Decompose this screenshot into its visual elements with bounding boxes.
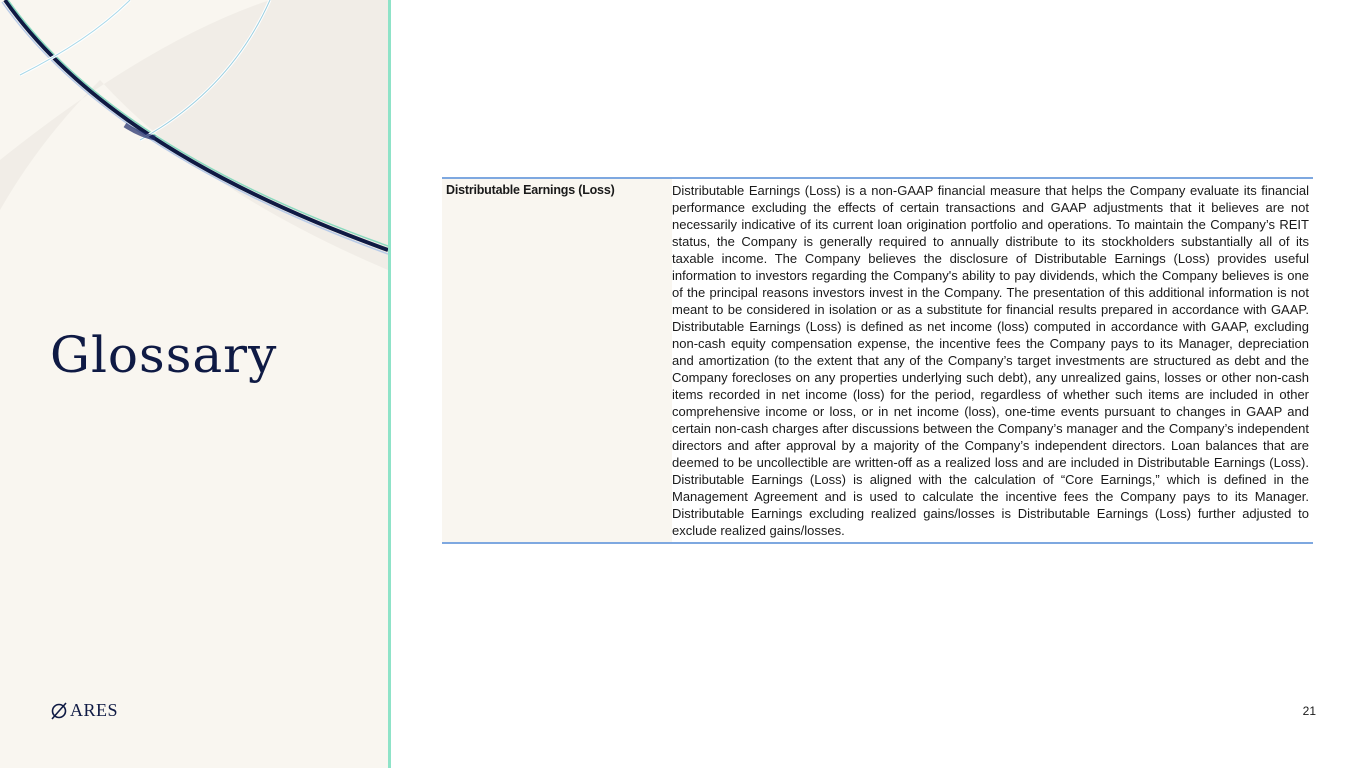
ares-logo-mark-icon xyxy=(50,702,68,720)
panel-divider xyxy=(388,0,391,768)
decorative-arcs xyxy=(0,0,388,300)
glossary-term: Distributable Earnings (Loss) xyxy=(442,179,672,542)
glossary-definition: Distributable Earnings (Loss) is a non-GAAP financial measure that helps the Company evaluate its financial performance excluding the effects of certain transactions and GAAP adjustments that it believes are not necessarily indicative of its current loan origination portfolio and operations. To maintain the Company’s REIT status, the Company is generally required to annually distribute to its stockholders substantially all of its taxable income. The Company believes the disclosure of Distributable Earnings (Loss) provides useful information to investors regarding the Company's ability to pay dividends, which the Company believes is one of the principal reasons investors invest in the Company. The presentation of this additional information is not meant to be considered in isolation or as a substitute for financial results prepared in accordance with GAAP. Distributable Earnings (Loss) is defined as net income (loss) computed in accordance with GAAP, excluding non-cash equity compensation expense, the incentive fees the Company pays to its Manager, depreciation and amortization (to the extent that any of the Company’s target investments are structured as debt and the Company forecloses on any properties underlying such debt), any unrealized gains, losses or other non-cash items recorded in net income (loss) for the period, regardless of whether such items are included in other comprehensive income or loss, or in net income (loss), one-time events pursuant to changes in GAAP and certain non-cash charges after discussions between the Company’s manager and the Company’s independent directors and after approval by a majority of the Company’s independent directors. Loan balances that are deemed to be uncollectible are written-off as a realized loss and are included in Distributable Earnings (Loss). Distributable Earnings (Loss) is aligned with the calculation of “Core Earnings,” which is defined in the Management Agreement and is used to calculate the incentive fees the Company pays to its Manager. Distributable Earnings excluding realized gains/losses is Distributable Earnings (Loss) further adjusted to exclude realized gains/losses. xyxy=(672,183,1309,538)
glossary-table xyxy=(442,177,1313,544)
page-title: Glossary xyxy=(50,326,278,384)
ares-logo-text: ARES xyxy=(70,700,119,720)
ares-logo xyxy=(50,700,118,721)
left-panel xyxy=(0,0,388,768)
page-number: 21 xyxy=(1302,704,1316,718)
